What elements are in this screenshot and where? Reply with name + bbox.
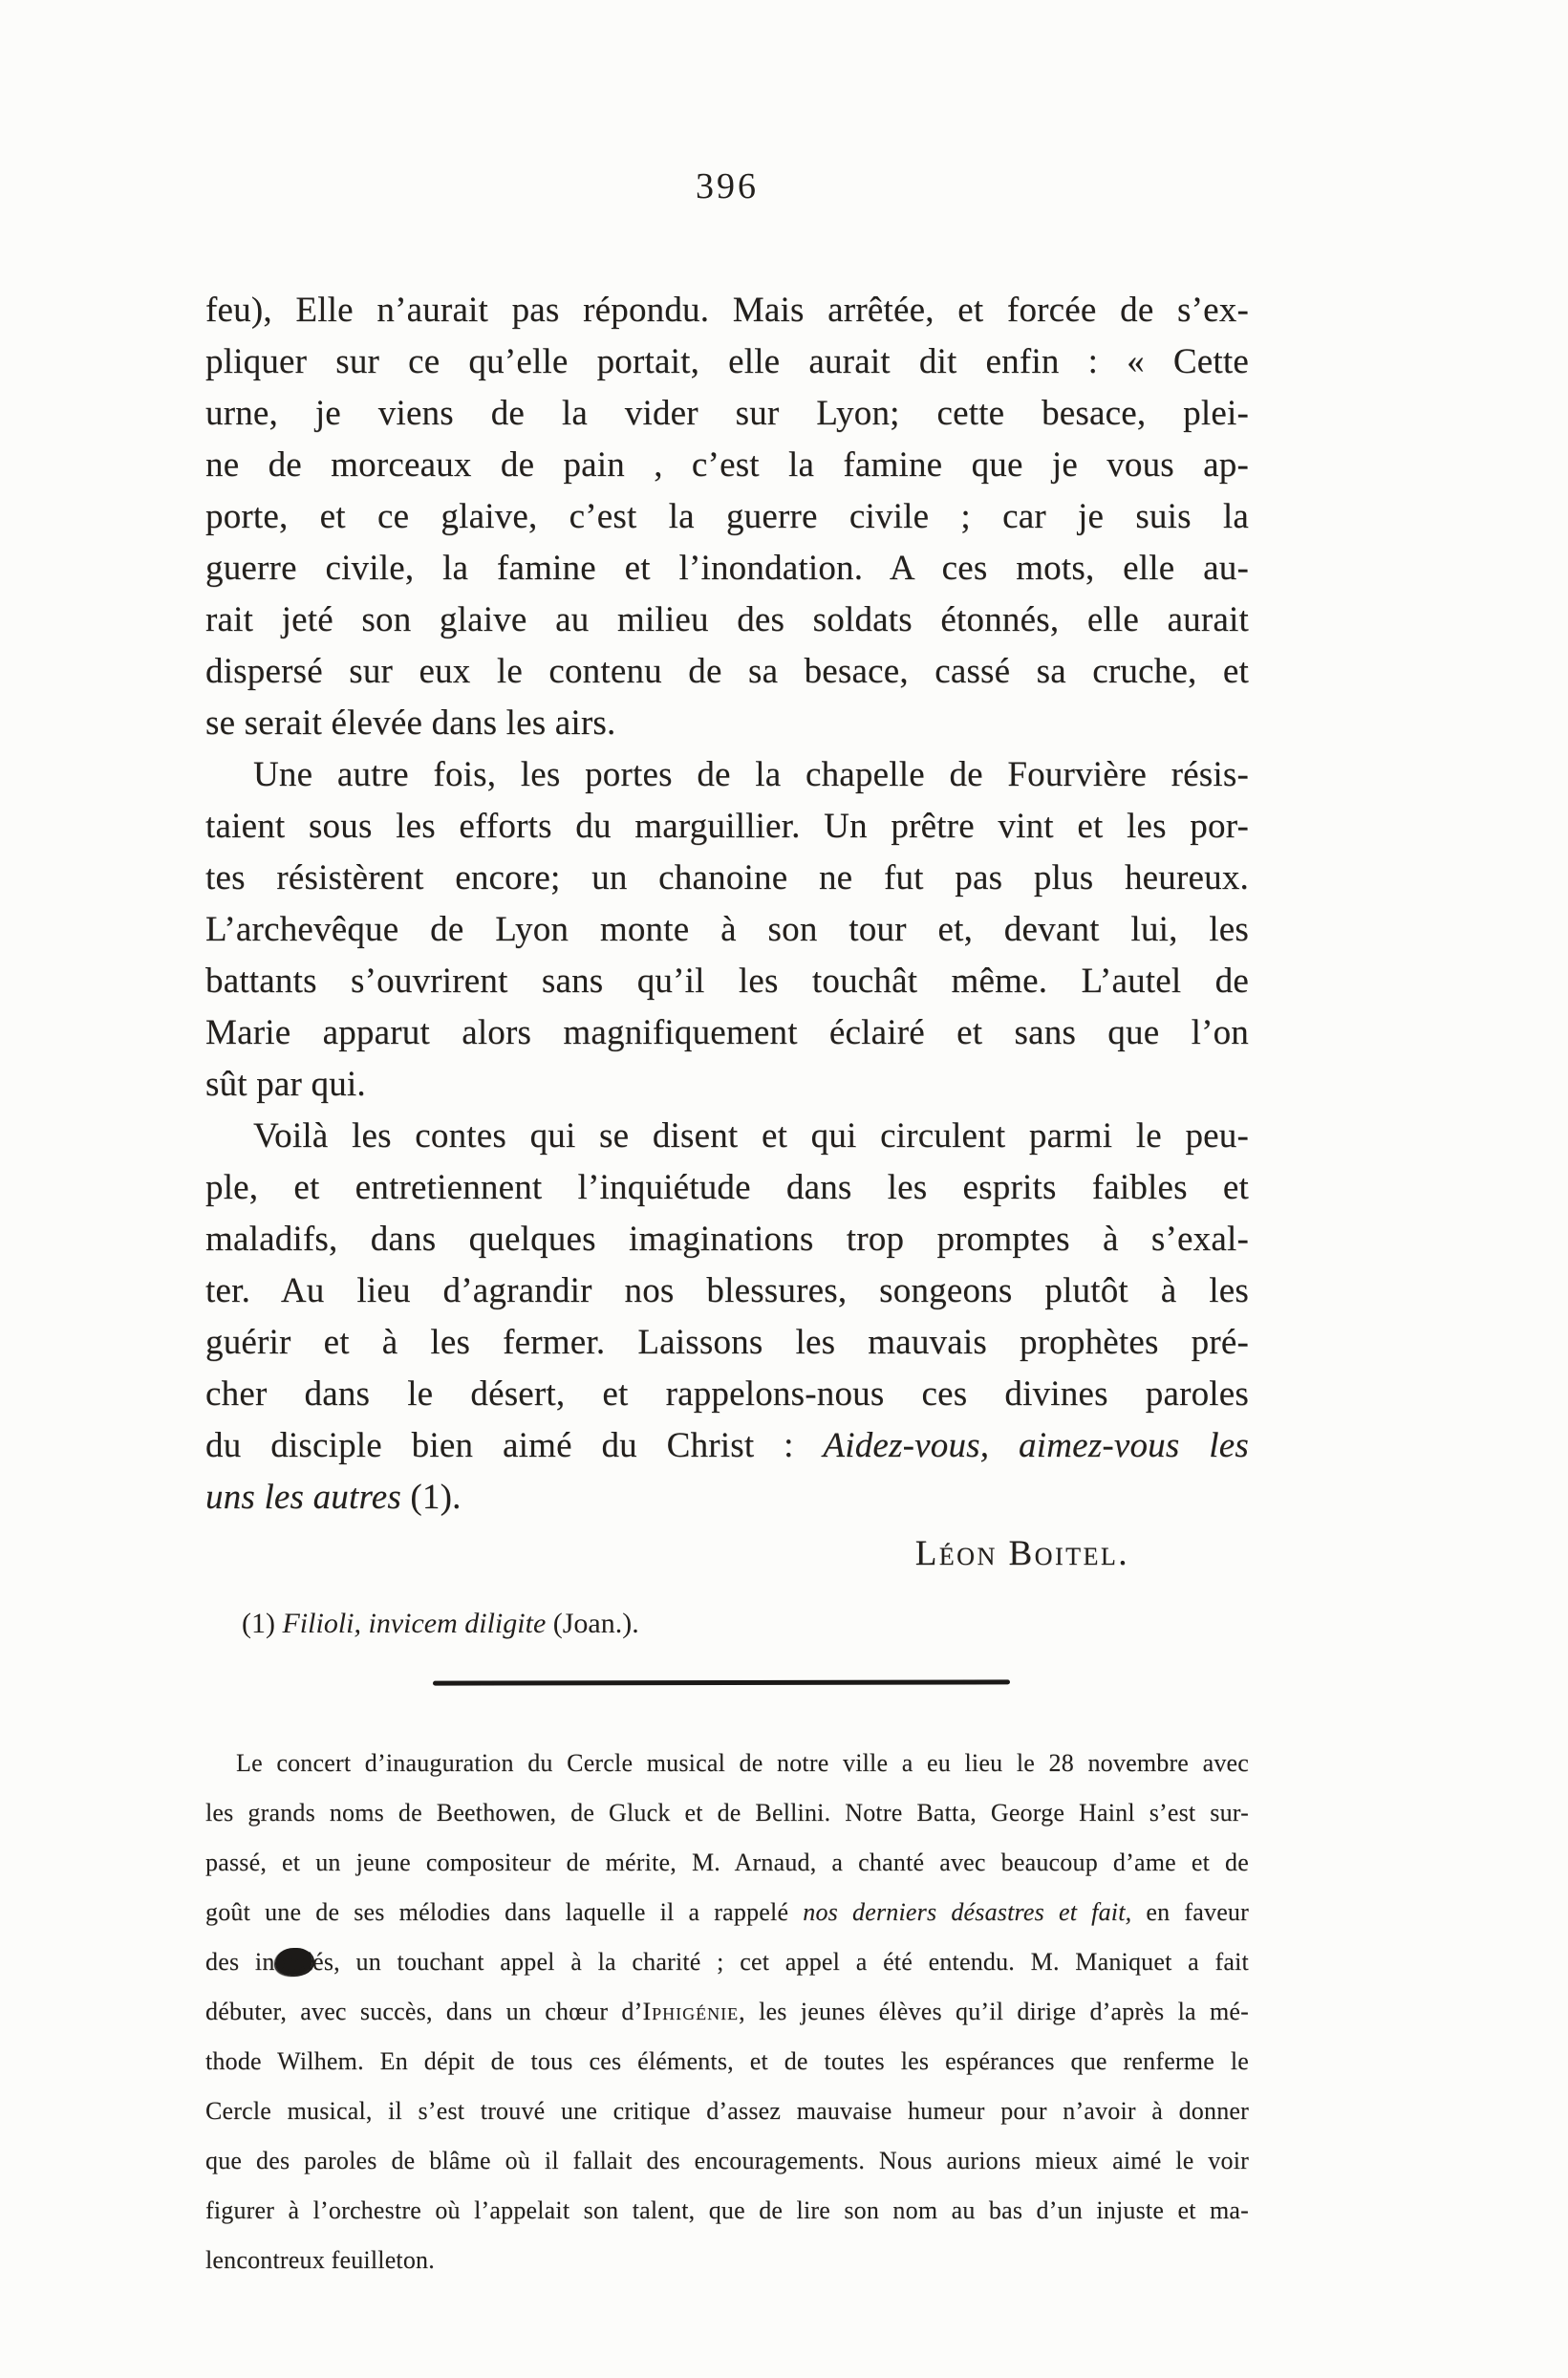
text-line bbox=[205, 1838, 1249, 1888]
normal-text-segment: Une autre fois, les portes de la chapelle de Fourvière résis- bbox=[253, 755, 1249, 794]
normal-text-segment: que des paroles de blâme où il fallait des encouragements. Nous aurions mieux aimé le voir bbox=[205, 2147, 1249, 2174]
normal-text-segment: porte, et ce glaive, c’est la guerre civile ; car je suis la bbox=[205, 497, 1249, 536]
text-line bbox=[205, 491, 1249, 543]
normal-text-segment: Le concert d’inauguration du Cercle musical de notre ville a eu lieu le 28 novembre avec bbox=[236, 1749, 1249, 1777]
text-line bbox=[205, 1739, 1249, 1788]
text-line bbox=[205, 1420, 1249, 1472]
normal-text-segment: feu), Elle n’aurait pas répondu. Mais arrêtée, et forcée de s’ex- bbox=[205, 291, 1249, 330]
text-line bbox=[205, 853, 1249, 904]
italic-text-segment: nos derniers désastres et fait, bbox=[803, 1898, 1132, 1926]
normal-text-segment: sût par qui. bbox=[205, 1065, 366, 1104]
normal-text-segment: guérir et à les fermer. Laissons les mauvais prophètes pré- bbox=[205, 1323, 1249, 1362]
normal-text-segment: les grands noms de Beethowen, de Gluck et de Bellini. Notre Batta, George Hainl s’est sur- bbox=[205, 1799, 1249, 1827]
text-line bbox=[205, 1472, 1249, 1524]
text-line bbox=[205, 1265, 1249, 1317]
normal-text-segment: du disciple bien aimé du Christ : bbox=[205, 1426, 824, 1465]
normal-text-segment: en faveur bbox=[1131, 1898, 1249, 1926]
normal-text-segment: Voilà les contes qui se disent et qui circulent parmi le peu- bbox=[253, 1116, 1249, 1156]
normal-text-segment: lencontreux feuilleton. bbox=[205, 2246, 435, 2274]
italic-text-segment: Filioli, invicem diligite bbox=[282, 1608, 547, 1639]
paragraph bbox=[205, 1111, 1249, 1524]
text-line bbox=[205, 2186, 1249, 2236]
text-line bbox=[205, 1317, 1249, 1369]
separator-rule bbox=[433, 1679, 1010, 1685]
text-line bbox=[205, 904, 1249, 956]
text-line bbox=[205, 336, 1249, 388]
text-column bbox=[205, 0, 1249, 2285]
normal-text-segment: és, un touchant appel à la charité ; cet appel a été entendu. M. Maniquet a fait bbox=[312, 1948, 1249, 1976]
text-line bbox=[205, 1788, 1249, 1838]
text-line bbox=[205, 749, 1249, 801]
normal-text-segment: ple, et entretiennent l’inquiétude dans les esprits faibles et bbox=[205, 1168, 1249, 1207]
text-line bbox=[205, 801, 1249, 853]
normal-text-segment: tes résistèrent encore; un chanoine ne fut pas plus heureux. bbox=[205, 858, 1249, 897]
text-line bbox=[205, 1214, 1249, 1265]
normal-text-segment: figurer à l’orchestre où l’appelait son talent, que de lire son nom au bas d’un injuste et ma- bbox=[205, 2196, 1249, 2224]
text-line bbox=[205, 1059, 1249, 1111]
normal-text-segment: maladifs, dans quelques imaginations trop promptes à s’exal- bbox=[205, 1220, 1249, 1259]
text-line bbox=[205, 1937, 1249, 1987]
blot-text-segment: ond bbox=[274, 1948, 313, 1976]
normal-text-segment: taient sous les efforts du marguillier. Un prêtre vint et les por- bbox=[205, 807, 1249, 846]
normal-text-segment: guerre civile, la famine et l’inondation. A ces mots, elle au- bbox=[205, 549, 1249, 588]
normal-text-segment: Marie apparut alors magnifiquement éclairé et sans que l’on bbox=[205, 1013, 1249, 1052]
text-line bbox=[205, 956, 1249, 1007]
text-line bbox=[205, 594, 1249, 646]
paragraph bbox=[205, 749, 1249, 1111]
normal-text-segment: passé, et un jeune compositeur de mérite, M. Arnaud, a chanté avec beaucoup d’ame et de bbox=[205, 1848, 1249, 1876]
main-text bbox=[205, 285, 1249, 1524]
signature bbox=[205, 1531, 1249, 1577]
paragraph bbox=[205, 285, 1249, 749]
normal-text-segment: ter. Au lieu d’agrandir nos blessures, songeons plutôt à les bbox=[205, 1271, 1249, 1310]
text-line bbox=[205, 1007, 1249, 1059]
smallcaps-text-segment: Iphigénie bbox=[642, 1998, 740, 2025]
normal-text-segment: battants s’ouvrirent sans qu’il les touchât même. L’autel de bbox=[205, 962, 1249, 1001]
italic-text-segment: uns les autres bbox=[205, 1478, 401, 1517]
normal-text-segment: pliquer sur ce qu’elle portait, elle aurait dit enfin : « Cette bbox=[205, 342, 1249, 381]
normal-text-segment: ne de morceaux de pain , c’est la famine que je vous ap- bbox=[205, 445, 1249, 485]
normal-text-segment: goût une de ses mélodies dans laquelle il a rappelé bbox=[205, 1898, 804, 1926]
normal-text-segment: dispersé sur eux le contenu de sa besace, cassé sa cruche, et bbox=[205, 652, 1249, 691]
text-line bbox=[205, 2037, 1249, 2086]
text-line bbox=[205, 1369, 1249, 1420]
text-line bbox=[205, 2236, 1249, 2285]
text-line bbox=[205, 2136, 1249, 2186]
normal-text-segment: thode Wilhem. En dépit de tous ces éléments, et de toutes les espérances que renferme le bbox=[205, 2047, 1249, 2075]
page-number: 396 bbox=[696, 166, 759, 206]
text-line bbox=[205, 285, 1249, 336]
normal-text-segment: débuter, avec succès, dans un chœur d’ bbox=[205, 1998, 643, 2025]
text-line bbox=[205, 1604, 1249, 1644]
normal-text-segment: Cercle musical, il s’est trouvé une critique d’assez mauvaise humeur pour n’avoir à donner bbox=[205, 2097, 1249, 2125]
normal-text-segment: (1). bbox=[400, 1478, 462, 1517]
text-line bbox=[205, 1111, 1249, 1162]
italic-text-segment: Aidez-vous, aimez-vous les bbox=[823, 1426, 1249, 1465]
normal-text-segment: rait jeté son glaive au milieu des soldats étonnés, elle aurait bbox=[205, 600, 1249, 639]
normal-text-segment: cher dans le désert, et rappelons-nous ces divines paroles bbox=[205, 1374, 1249, 1414]
footnote bbox=[205, 1604, 1249, 1644]
normal-text-segment: des in bbox=[205, 1948, 275, 1976]
normal-text-segment: se serait élevée dans les airs. bbox=[205, 703, 616, 743]
normal-text-segment: urne, je viens de la vider sur Lyon; cette besace, plei- bbox=[205, 394, 1249, 433]
text-line bbox=[205, 1162, 1249, 1214]
text-line bbox=[205, 388, 1249, 440]
text-line bbox=[205, 646, 1249, 698]
text-line bbox=[205, 440, 1249, 491]
text-line bbox=[205, 543, 1249, 594]
normal-text-segment: , les jeunes élèves qu’il dirige d’après la mé- bbox=[739, 1998, 1249, 2025]
text-line bbox=[205, 1888, 1249, 1937]
normal-text-segment: (Joan.). bbox=[546, 1608, 639, 1639]
editorial-note bbox=[205, 1739, 1249, 2285]
text-line bbox=[205, 1987, 1249, 2037]
normal-text-segment: L’archevêque de Lyon monte à son tour et, devant lui, les bbox=[205, 910, 1249, 949]
text-line bbox=[205, 2086, 1249, 2136]
signature-name: Léon Boitel. bbox=[914, 1534, 1129, 1573]
normal-text-segment: (1) bbox=[242, 1608, 283, 1639]
text-line bbox=[205, 698, 1249, 749]
